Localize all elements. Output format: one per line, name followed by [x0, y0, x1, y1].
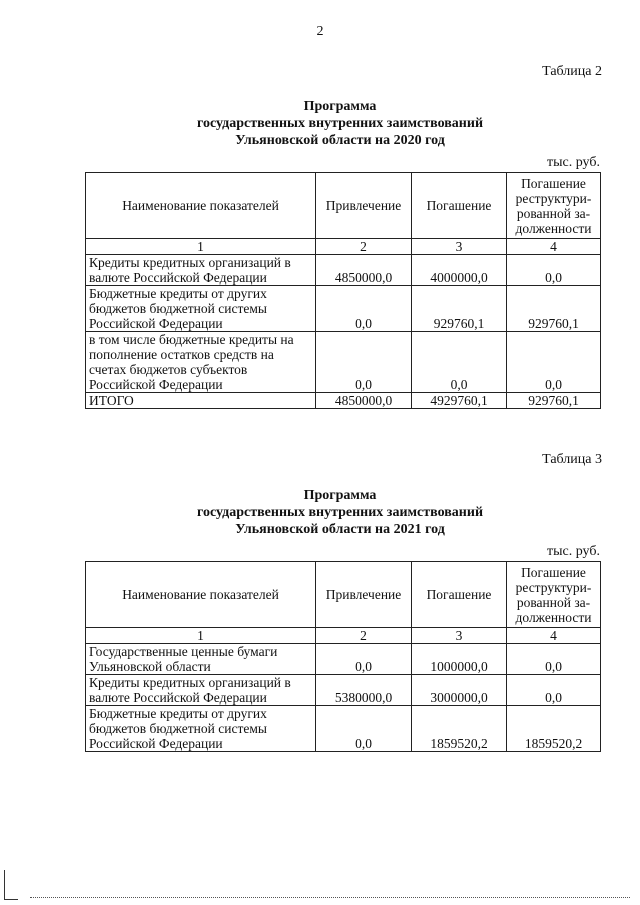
- title-line: Программа: [303, 488, 377, 503]
- cell-value: 1859520,2: [507, 706, 601, 752]
- cell-value: 4000000,0: [412, 255, 507, 286]
- column-number: 4: [507, 239, 601, 255]
- table-label: Таблица 2: [542, 64, 602, 79]
- column-number-row: [86, 239, 601, 255]
- table-row: [86, 644, 601, 675]
- table-title: [85, 487, 595, 538]
- cell-value: 0,0: [316, 706, 412, 752]
- cell-value: 1000000,0: [412, 644, 507, 675]
- row-name: в том числе бюджетные кредиты на пополнение остатков средств на счетах бюджетов субъектов Российской Федерации: [86, 332, 316, 393]
- cell-value: 0,0: [316, 332, 412, 393]
- borrowing-table: [85, 561, 601, 752]
- cell-value: 0,0: [316, 286, 412, 332]
- total-row: [86, 393, 601, 409]
- column-number-row: [86, 628, 601, 644]
- cell-value: 0,0: [507, 644, 601, 675]
- table-row: [86, 286, 601, 332]
- page-number: 2: [316, 24, 324, 39]
- cell-value: 0,0: [412, 332, 507, 393]
- title-line: Программа: [303, 99, 377, 114]
- column-header: Погашение: [412, 173, 507, 239]
- cell-value: 929760,1: [412, 286, 507, 332]
- cell-value: 5380000,0: [316, 675, 412, 706]
- units-label: тыс. руб.: [547, 155, 600, 170]
- scan-bottom-edge: [30, 897, 630, 900]
- row-name: Государственные ценные бумаги Ульяновской области: [86, 644, 316, 675]
- title-line: государственных внутренних заимствований: [196, 505, 484, 520]
- column-header: Привлечение: [316, 173, 412, 239]
- table-label: Таблица 3: [542, 452, 602, 467]
- cell-value: 3000000,0: [412, 675, 507, 706]
- column-number: 2: [316, 628, 412, 644]
- column-number: 1: [86, 239, 316, 255]
- scan-edge-mark: [4, 870, 5, 900]
- table-row: [86, 255, 601, 286]
- row-name: Бюджетные кредиты от других бюджетов бюджетной системы Российской Федерации: [86, 706, 316, 752]
- cell-value: 4929760,1: [412, 393, 507, 409]
- row-name: Кредиты кредитных организаций в валюте Российской Федерации: [86, 675, 316, 706]
- header-row: [86, 562, 601, 628]
- column-number: 3: [412, 239, 507, 255]
- row-name: Бюджетные кредиты от других бюджетов бюджетной системы Российской Федерации: [86, 286, 316, 332]
- cell-value: 4850000,0: [316, 255, 412, 286]
- cell-value: 0,0: [507, 255, 601, 286]
- column-header: Погашение реструктури-рованной за-долженности: [507, 173, 601, 239]
- column-header: Погашение реструктури-рованной за-долженности: [507, 562, 601, 628]
- row-name: Кредиты кредитных организаций в валюте Российской Федерации: [86, 255, 316, 286]
- column-header: Наименование показателей: [86, 173, 316, 239]
- row-name: ИТОГО: [86, 393, 316, 409]
- column-header: Наименование показателей: [86, 562, 316, 628]
- cell-value: 0,0: [316, 644, 412, 675]
- table-row: [86, 706, 601, 752]
- column-header: Погашение: [412, 562, 507, 628]
- column-header: Привлечение: [316, 562, 412, 628]
- column-number: 4: [507, 628, 601, 644]
- column-number: 3: [412, 628, 507, 644]
- borrowing-table: [85, 172, 601, 409]
- table-row: [86, 675, 601, 706]
- column-number: 2: [316, 239, 412, 255]
- title-line: государственных внутренних заимствований: [196, 116, 484, 131]
- column-number: 1: [86, 628, 316, 644]
- table-title: [85, 98, 595, 149]
- cell-value: 0,0: [507, 332, 601, 393]
- cell-value: 4850000,0: [316, 393, 412, 409]
- title-line: Ульяновской области на 2021 год: [235, 522, 445, 537]
- title-line: Ульяновской области на 2020 год: [235, 133, 445, 148]
- header-row: [86, 173, 601, 239]
- scan-edge-mark: [4, 899, 18, 900]
- units-label: тыс. руб.: [547, 544, 600, 559]
- cell-value: 0,0: [507, 675, 601, 706]
- cell-value: 929760,1: [507, 393, 601, 409]
- cell-value: 929760,1: [507, 286, 601, 332]
- cell-value: 1859520,2: [412, 706, 507, 752]
- table-row: [86, 332, 601, 393]
